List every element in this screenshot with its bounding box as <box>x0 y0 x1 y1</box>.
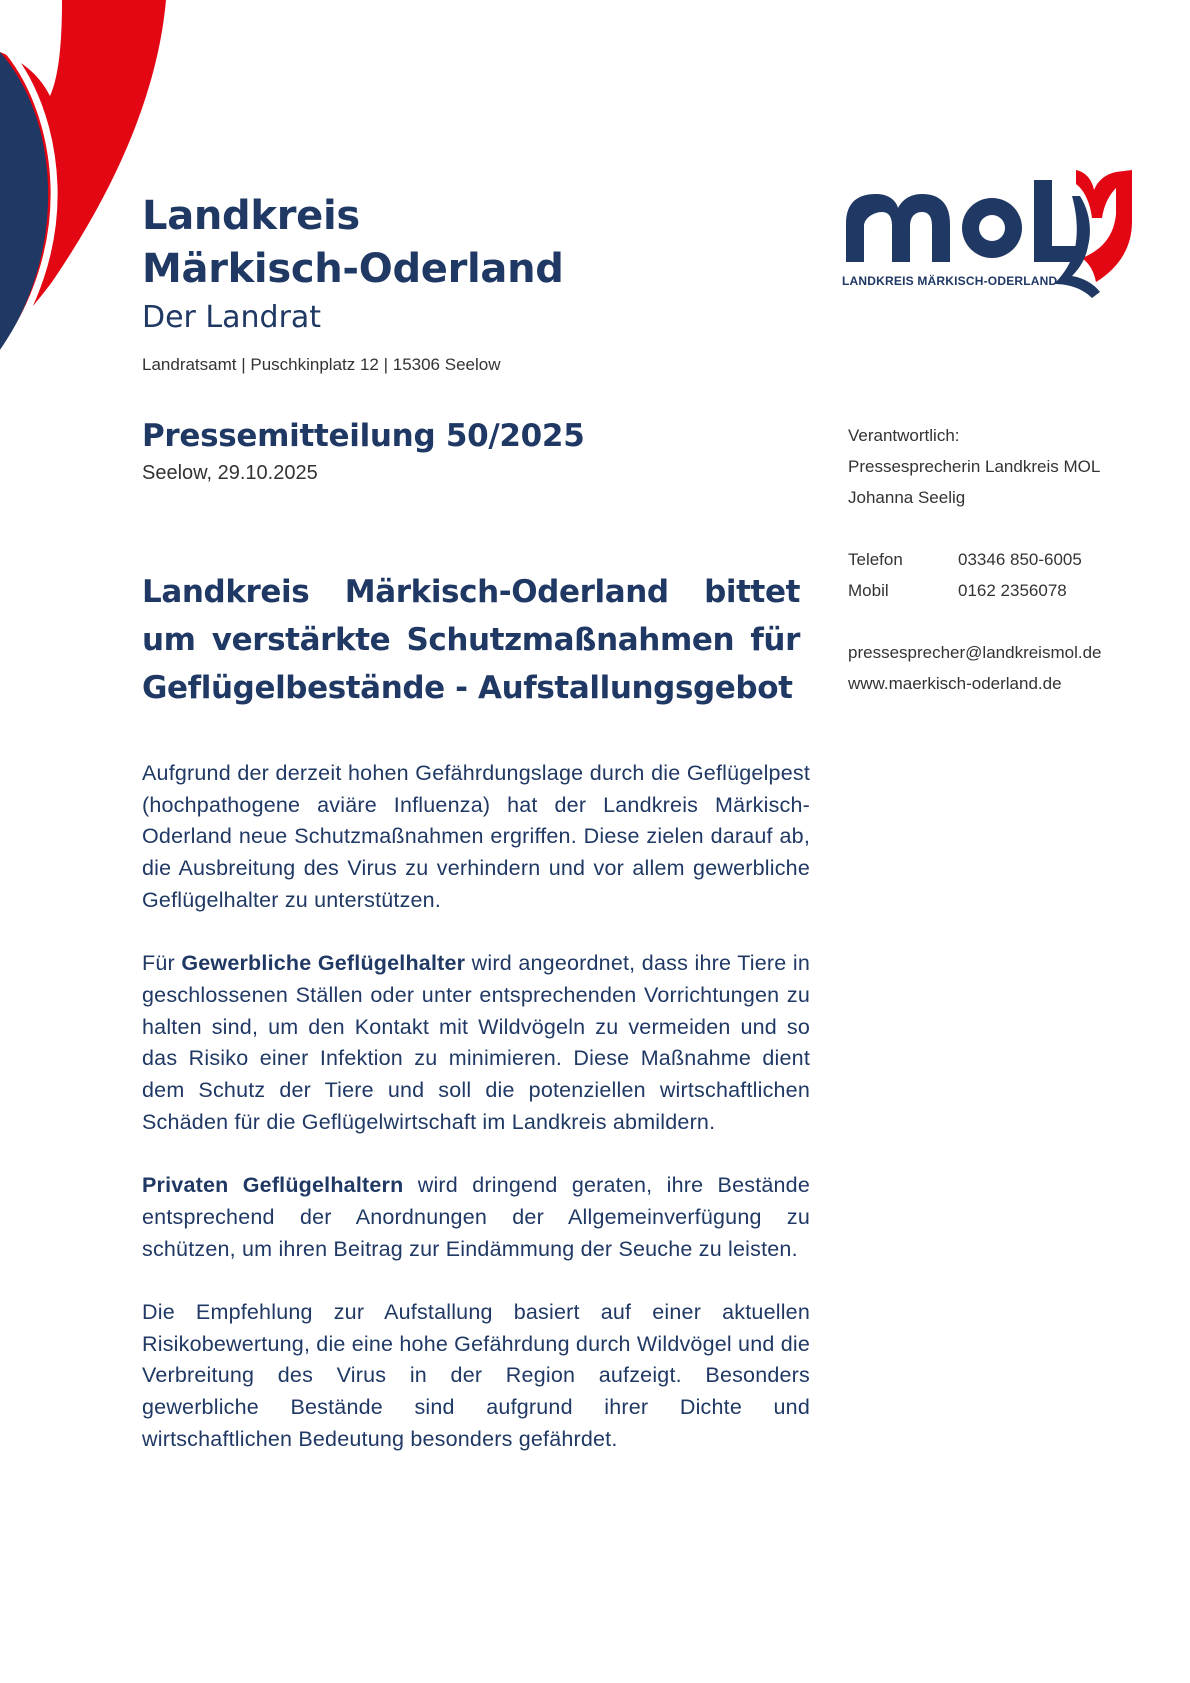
press-headline: Landkreis Märkisch-Oderland bittet um verstärkte Schutzmaßnahmen für Geflügelbestände - Aufstallungsgebot <box>142 574 800 706</box>
org-header <box>142 190 564 338</box>
contact-phone-row <box>848 544 1101 575</box>
contact-spacer <box>848 606 1101 637</box>
body-paragraph-2-prefix: Für <box>142 951 182 976</box>
contact-website-link[interactable]: www.maerkisch-oderland.de <box>848 674 1062 693</box>
body-paragraph-2-bold: Gewerbliche Geflügelhalter <box>181 951 466 976</box>
contact-mobile-label: Mobil <box>848 581 889 600</box>
body-paragraph-2-text: wird angeordnet, dass ihre Tiere in geschlossenen Ställen oder unter entsprechenden Vorrichtungen zu halten sind, um den Kontakt mit Wildvögeln zu vermeiden und so das Risiko einer Infektion zu minimieren. Diese Maßnahme dient dem Schutz der Tiere und soll die potenziellen wirtschaftlichen Schäden für die Geflügelwirtschaft im Landkreis abmildern. <box>142 951 810 1134</box>
body-paragraph-2 <box>142 948 810 1138</box>
contact-responsible-label: Verantwortlich: <box>848 426 960 445</box>
org-name-line2: Märkisch-Oderland <box>142 246 564 292</box>
contact-phone-value[interactable]: 03346 850-6005 <box>958 550 1082 569</box>
contact-mobile-value[interactable]: 0162 2356078 <box>958 581 1067 600</box>
contact-block <box>848 420 1101 699</box>
org-address: Landratsamt | Puschkinplatz 12 | 15306 Seelow <box>142 355 501 374</box>
body-paragraph-3-text: wird dringend geraten, ihre Bestände entsprechend der Anordnungen der Allgemeinverfügung zu schützen, um ihren Beitrag zur Eindämmung der Seuche zu leisten. <box>142 1173 810 1261</box>
org-subtitle: Der Landrat <box>142 300 322 335</box>
body-paragraph-4: Die Empfehlung zur Aufstallung basiert auf einer aktuellen Risikobewertung, die eine hohe Gefährdung durch Wildvögel und die Verbreitung des Virus in der Region aufzeigt. Besonders gewerbliche Bestände sind aufgrund ihrer Dichte und wirtschaftlichen Bedeutung besonders gefährdet. <box>142 1299 810 1451</box>
contact-email-link[interactable]: pressesprecher@landkreismol.de <box>848 643 1102 662</box>
body-paragraph-1: Aufgrund der derzeit hohen Gefährdungslage durch die Geflügelpest (hochpathogene aviäre Influenza) hat der Landkreis Märkisch-Oderland neue Schutzmaßnahmen ergriffen. Diese zielen darauf ab, die Ausbreitung des Virus zu verhindern und vor allem gewerbliche Geflügelhalter zu unterstützen. <box>142 761 810 912</box>
press-body <box>142 758 810 1487</box>
press-release-title: Pressemitteilung 50/2025 <box>142 418 585 454</box>
contact-name: Johanna Seelig <box>848 488 966 507</box>
contact-phone-label: Telefon <box>848 550 903 569</box>
body-paragraph-3 <box>142 1170 810 1265</box>
contact-spacer <box>848 513 1101 544</box>
logo-tagline: LANDKREIS MÄRKISCH-ODERLAND <box>842 274 1058 288</box>
contact-role: Pressesprecherin Landkreis MOL <box>848 457 1101 476</box>
body-paragraph-3-bold: Privaten Geflügelhaltern <box>142 1173 404 1198</box>
org-name-line1: Landkreis <box>142 193 360 239</box>
press-release-date: Seelow, 29.10.2025 <box>142 462 318 484</box>
contact-mobile-row <box>848 575 1101 606</box>
